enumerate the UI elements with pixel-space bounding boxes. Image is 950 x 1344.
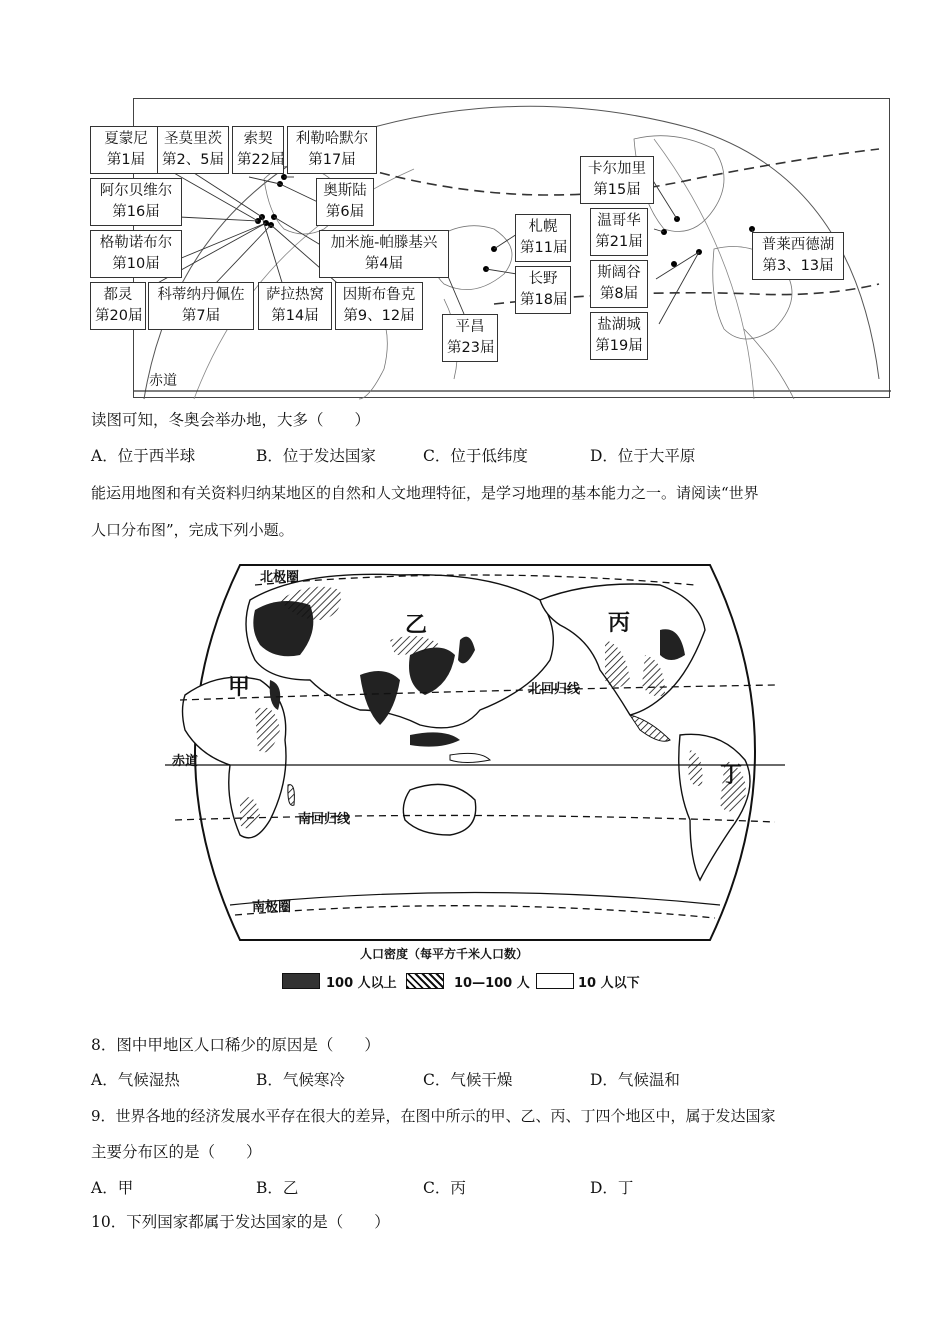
- north-polar-label: 北极圈: [260, 570, 300, 585]
- label-calgary: 卡尔加里 第15届: [580, 156, 654, 204]
- q7-option-c[interactable]: C．位于低纬度: [423, 447, 528, 465]
- intro-line1: 能运用地图和有关资料归纳某地区的自然和人文地理特征，是学习地理的基本能力之一。请阅读“世界: [91, 484, 759, 502]
- equator-label-map2: 赤道: [172, 754, 199, 769]
- q7-option-d[interactable]: D．位于大平原: [590, 447, 696, 465]
- label-oslo: 奥斯陆 第6届: [316, 178, 374, 226]
- region-bing: 丙: [608, 610, 631, 636]
- label-turin: 都灵 第20届: [90, 282, 146, 330]
- q8-option-c[interactable]: C．气候干燥: [423, 1071, 513, 1089]
- q9-option-c[interactable]: C．丙: [423, 1179, 466, 1197]
- label-innsbruck: 因斯布鲁克 第9、12届: [335, 282, 423, 330]
- label-vancouver: 温哥华 第21届: [590, 208, 648, 256]
- legend-title: 人口密度（每平方千米人口数）: [360, 947, 529, 961]
- q9-option-a[interactable]: A．甲: [91, 1179, 134, 1197]
- label-sochi: 索契 第22届: [232, 126, 284, 174]
- label-nagano: 长野 第18届: [515, 266, 571, 314]
- q9-stem-line2: 主要分布区的是（ ）: [91, 1143, 262, 1161]
- label-salt-lake-city: 盐湖城 第19届: [590, 312, 648, 360]
- label-garmisch: 加米施-帕滕基兴 第4届: [319, 230, 449, 278]
- region-yi: 乙: [405, 612, 428, 638]
- legend-swatch-mid: [406, 973, 444, 989]
- q8-option-a[interactable]: A．气候湿热: [91, 1071, 180, 1089]
- q9-option-b[interactable]: B．乙: [256, 1179, 299, 1197]
- label-st-moritz: 圣莫里茨 第2、5届: [157, 126, 229, 174]
- label-cortina: 科蒂纳丹佩佐 第7届: [148, 282, 254, 330]
- q8-option-d[interactable]: D．气候温和: [590, 1071, 680, 1089]
- q7-option-b[interactable]: B．位于发达国家: [256, 447, 376, 465]
- tropic-south-label: 南回归线: [298, 812, 351, 827]
- label-lillehammer: 利勒哈默尔 第17届: [287, 126, 377, 174]
- south-polar-label: 南极圈: [252, 900, 292, 915]
- winter-olympics-map: [95, 98, 890, 398]
- population-map-graphic: [160, 560, 790, 945]
- q9-option-d[interactable]: D．丁: [590, 1179, 634, 1197]
- label-albertville: 阿尔贝维尔 第16届: [90, 178, 182, 226]
- q8-option-b[interactable]: B．气候寒冷: [256, 1071, 345, 1089]
- q7-option-a[interactable]: A．位于西半球: [91, 447, 196, 465]
- label-pyeongchang: 平昌 第23届: [442, 314, 498, 362]
- q10-stem: 10．下列国家都属于发达国家的是（ ）: [91, 1213, 390, 1231]
- q9-stem-line1: 9．世界各地的经济发展水平存在很大的差异，在图中所示的甲、乙、丙、丁四个地区中，属于发达国家: [91, 1107, 776, 1125]
- label-grenoble: 格勒诺布尔 第10届: [90, 230, 182, 278]
- label-lake-placid: 普莱西德湖 第3、13届: [752, 232, 844, 280]
- world-population-map: [160, 560, 790, 945]
- q8-stem: 8．图中甲地区人口稀少的原因是（ ）: [91, 1036, 380, 1054]
- population-legend: [282, 945, 672, 1000]
- intro-line2: 人口分布图”，完成下列小题。: [91, 521, 294, 539]
- legend-swatch-low: [536, 973, 574, 989]
- legend-low: 10 人以下: [578, 976, 640, 991]
- legend-high: 100 人以上: [326, 976, 397, 991]
- equator-label-map1: 赤道: [149, 373, 177, 389]
- legend-mid: 10—100 人: [454, 976, 530, 991]
- label-sarajevo: 萨拉热窝 第14届: [258, 282, 332, 330]
- label-chamonix: 夏蒙尼 第1届: [90, 126, 162, 174]
- label-squaw-valley: 斯阔谷 第8届: [590, 260, 648, 308]
- region-jia: 甲: [228, 674, 251, 700]
- tropic-north-label: 北回归线: [528, 682, 581, 697]
- region-ding: 丁: [720, 762, 743, 788]
- label-sapporo: 札幌 第11届: [515, 214, 571, 262]
- q7-stem: 读图可知，冬奥会举办地，大多（ ）: [91, 411, 371, 429]
- legend-swatch-high: [282, 973, 320, 989]
